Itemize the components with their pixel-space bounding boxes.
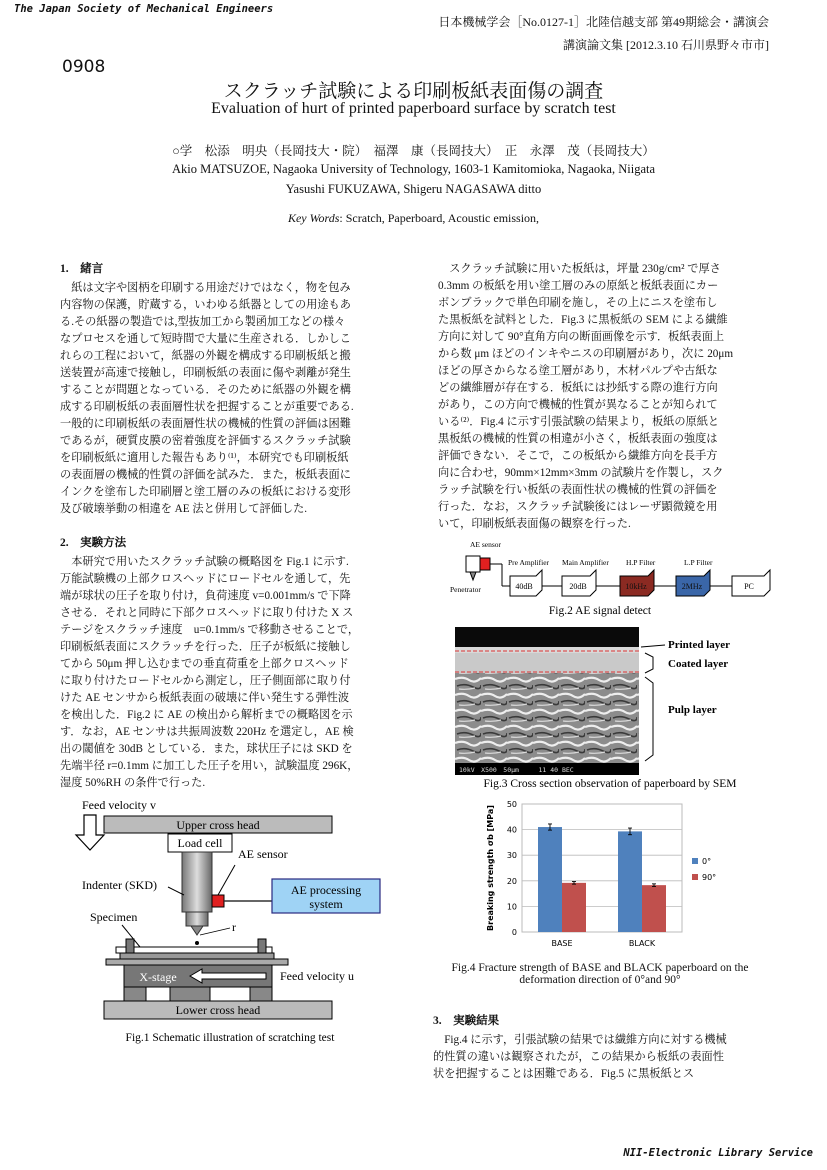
legend-label: 0° xyxy=(702,857,712,866)
upper-cross-head-label: Upper cross head xyxy=(176,818,260,832)
authors-en-1: Akio MATSUZOE, Nagaoka University of Technology, 1603-1 Kamitomioka, Nagaoka, Niigata xyxy=(171,162,656,176)
fig2-block-pc xyxy=(732,570,770,596)
fixture-top xyxy=(120,953,274,959)
fig3-sem-figure xyxy=(455,627,785,791)
section-1 xyxy=(60,261,398,518)
fig2-block-preamp xyxy=(508,558,550,596)
section-1-heading: 1. 緒言 xyxy=(60,263,104,275)
section-1-line: 紙は文字や図柄を印刷する用途だけではなく，物を包み xyxy=(71,282,351,294)
section-1-line: 成する印刷板紙の表面層性状を把握することが重要である. xyxy=(60,401,354,413)
right-text-line: 行った．なお，スクラッチ試験後にはレーザ顕微鏡を用 xyxy=(438,501,718,513)
section-2-line: てから 50μm 押し込むまでの垂直荷重を上部クロスヘッド xyxy=(60,658,349,670)
section-1-line: る.その紙器の製造では,型抜加工から製函加工などの様々 xyxy=(60,316,346,328)
y-tick-label: 30 xyxy=(506,851,517,861)
right-text-line: 向に合わせ，90mm×12mm×3mm の試験片を作製し，スク xyxy=(438,467,724,479)
x-stage-label: X-stage xyxy=(139,970,177,984)
conference-line-2: 講演論文集 [2012.3.10 石川県野々市市] xyxy=(563,38,769,52)
load-cell-label: Load cell xyxy=(177,836,223,850)
ae-proc-label-2: system xyxy=(309,897,343,911)
feed-u-label: Feed velocity u xyxy=(280,969,354,983)
fig2-box-label-pc: PC xyxy=(744,582,754,591)
feed-down-arrow-icon xyxy=(76,815,104,850)
fig4-caption-line-1: Fig.4 Fracture strength of BASE and BLACK paperboard on the xyxy=(451,962,749,974)
section-3 xyxy=(433,1013,771,1083)
indenter-neck xyxy=(186,912,208,926)
section-1-line: 及び破壊挙動の相違を AE 法と併用して評価した. xyxy=(60,503,308,515)
section-3-line: 状を把握することは困難である．Fig.5 に黒板紙とス xyxy=(433,1068,695,1080)
printed-leader xyxy=(641,645,665,647)
section-2-line: けた AE センサから板紙表面の破壊に伴い発生する弾性波 xyxy=(60,692,350,704)
society-header: The Japan Society of Mechanical Engineers xyxy=(14,3,274,15)
section-1-line: 送装置が高速で接触し，印刷板紙の表面に傷や剥離が発生 xyxy=(60,367,351,379)
right-text-line: ラッチ試験を行い板紙の表面性状の機械的性質の評価を xyxy=(438,484,718,496)
fig2-label-mainamp: Main Amplifier xyxy=(562,558,609,567)
right-text-line: ほどの厚さからなる塗工層があり，木材パルプや古紙な xyxy=(438,365,718,377)
ae-sensor-leader xyxy=(218,865,235,895)
ae-sensor-box xyxy=(212,895,224,907)
right-text-line: どの繊維層が存在する．板紙には抄紙する際の進行方向 xyxy=(438,382,718,394)
y-tick-label: 20 xyxy=(506,876,517,886)
indenter-label: Indenter (SKD) xyxy=(82,878,157,892)
section-2-heading: 2. 実験方法 xyxy=(60,537,127,549)
section-1-line: 内容物の保護，貯蔵する，いわゆる紙器としての用途もあ xyxy=(60,299,351,311)
radius-leader xyxy=(200,928,230,935)
right-text-line: た黒板紙を試料とした．Fig.3 に黒板紙の SEM による繊維 xyxy=(438,314,728,326)
y-tick-label: 50 xyxy=(506,800,517,809)
right-text-line: スクラッチ試験に用いた板紙は，坪量 230g/cm² で厚さ xyxy=(449,263,721,275)
fig2-penetrator-tip xyxy=(470,572,476,580)
section-2-line: テージをスクラッチ速度 u=0.1mm/s で移動させることで， xyxy=(60,624,360,636)
clamp-left xyxy=(126,939,134,953)
right-text-line: 方向に対して 90°直角方向の断面画像を示す．板紙表面上 xyxy=(438,331,725,343)
section-2-line: す．なお，AE センサは共振周波数 220Hz を選定し，AE 検 xyxy=(60,726,354,738)
section-2-line: 出の閾値を 30dB としている．また，球状圧子には SKD を xyxy=(60,743,353,755)
stage-foot-right xyxy=(250,987,272,1001)
right-text-line: 評価できない．そこで，この板紙から繊維方向を長手方 xyxy=(438,450,718,462)
fig2-block-lp-filter xyxy=(676,558,713,596)
stage-foot-middle xyxy=(170,987,210,1001)
feed-v-label: Feed velocity v xyxy=(82,798,156,812)
fig2-penetrator-body xyxy=(466,556,480,572)
fig2-box-label-mainamp: 20dB xyxy=(569,582,587,591)
footer-service: NII-Electronic Library Service xyxy=(623,1147,813,1159)
bar-base-0 xyxy=(538,827,562,932)
section-2-line: 先端半径 r=0.1mm に加工した圧子を用い，試験温度 296K， xyxy=(60,760,359,772)
section-2-line: 印刷板紙表面にスクラッチを行った．圧子が板紙に接触し xyxy=(60,641,351,653)
section-1-line: することが問題となっている．そのために紙器の外観を構 xyxy=(60,384,351,396)
section-1-line: を印刷板紙に適用した報告もあり⁽¹⁾，本研究でも印刷板紙 xyxy=(60,452,349,464)
section-2-line: させる．それと同時に下部クロスヘッドに取り付けた X ス xyxy=(60,607,354,619)
fig2-label-lp: L.P Filter xyxy=(684,558,713,567)
indenter-body xyxy=(182,852,212,912)
section-2-line: に取り付けたロードセルから測定し，圧子側面部に取り付 xyxy=(60,675,351,687)
fig1-caption: Fig.1 Schematic illustration of scratching test xyxy=(125,1032,335,1044)
right-text-line: 0.3mm の板紙を用い塗工層のみの原紙と板紙表面にカー xyxy=(438,280,719,292)
section-1-line: であるが，硬質皮膜の密着強度を評価するスクラッチ試験 xyxy=(60,435,351,447)
keywords-label: Key Words xyxy=(287,211,340,225)
x-tick-label: BLACK xyxy=(628,939,656,948)
coated-layer-label: Coated layer xyxy=(668,658,729,670)
fig2-block-mainamp xyxy=(562,558,609,596)
section-2-line: 湿度 50%RH の条件で行った. xyxy=(60,777,206,789)
keywords-text: : Scratch, Paperboard, Acoustic emission, xyxy=(339,211,540,225)
authors-en-2: Yasushi FUKUZAWA, Shigeru NAGASAWA ditto xyxy=(285,182,542,196)
right-text-line: いる⁽²⁾．Fig.4 に示す引張試験の結果より，板紙の原紙と xyxy=(438,416,720,428)
pulp-layer-label: Pulp layer xyxy=(668,704,717,716)
section-1-line: 一般的に印刷板紙の表面層性状の機械的性質の評価は困難 xyxy=(60,418,351,430)
right-text-line: ボンブラックで単色印刷を施し，その上にニスを塗布し xyxy=(438,297,718,309)
fig2-label-preamp: Pre Amplifier xyxy=(508,558,550,567)
conference-line-1: 日本機械学会［No.0127-1］北陸信越支部 第49期総会・講演会 xyxy=(438,15,769,29)
legend-swatch xyxy=(692,874,698,880)
fig2-ae-diagram xyxy=(440,538,780,620)
section-3-line: Fig.4 に示す，引張試験の結果では繊維方向に対する機械 xyxy=(444,1034,727,1046)
sem-coated-band xyxy=(455,653,639,673)
section-2-line: 万能試験機の上部クロスヘッドにロードセルを通して，先 xyxy=(60,573,351,585)
legend-label: 90° xyxy=(702,873,717,882)
title-en: Evaluation of hurt of printed paperboard surface by scratch test xyxy=(211,100,616,117)
bar-black-1 xyxy=(642,885,666,932)
pulp-bracket xyxy=(645,677,653,761)
right-text-line: いて，印刷板紙表面傷の観察を行った. xyxy=(438,518,631,530)
legend-swatch xyxy=(692,858,698,864)
paper-number: 0908 xyxy=(62,57,106,77)
radius-label: r xyxy=(232,920,236,934)
fig4-caption-line-2: deformation direction of 0°and 90° xyxy=(519,974,681,986)
title-ja: スクラッチ試験による印刷板紙表面傷の調査 xyxy=(223,81,604,102)
section-2 xyxy=(60,535,398,792)
fig2-sensor xyxy=(480,558,490,570)
x-tick-label: BASE xyxy=(551,939,573,948)
bar-black-0 xyxy=(618,831,642,932)
sem-dark-top xyxy=(455,627,639,647)
y-tick-label: 40 xyxy=(506,825,517,835)
ae-proc-label-1: AE processing xyxy=(290,883,362,897)
right-text-line: 黒板紙の機械的性質の相違が小さく，板紙表面の強度は xyxy=(438,433,718,445)
keywords xyxy=(0,211,827,226)
fig2-label-hp: H.P Filter xyxy=(626,558,656,567)
right-text-line: から数 μm ほどのインキやニスの印刷層があり，次に 20μm xyxy=(438,348,734,360)
clamp-right xyxy=(258,939,266,953)
fig4-bar-chart xyxy=(480,798,760,958)
section-1-line: れらの工程において，紙器の外観を構成する印刷板紙と搬 xyxy=(60,350,351,362)
y-tick-label: 0 xyxy=(511,928,517,937)
printed-layer-label: Printed layer xyxy=(668,639,731,651)
stage-foot-left xyxy=(124,987,146,1001)
fig4-caption xyxy=(430,962,770,986)
fig2-caption: Fig.2 AE signal detect xyxy=(548,605,652,617)
sem-printed-band xyxy=(455,647,639,653)
section-2-line: 端が球状の圧子を取り付け，負荷速度 v=0.001mm/s で下降 xyxy=(60,590,351,602)
fig2-block-hp-filter xyxy=(620,558,656,596)
lower-cross-head-label: Lower cross head xyxy=(175,1003,261,1017)
authors-ja: ○学 松添 明央（長岡技大・院） 福澤 康（長岡技大） 正 永澤 茂（長岡技大） xyxy=(172,144,655,158)
fig2-box-label-lp: 2MHz xyxy=(681,582,703,591)
section-3-line: 的性質の違いは観察されたが，この結果から板紙の表面性 xyxy=(433,1051,724,1063)
y-tick-label: 10 xyxy=(506,902,517,912)
coated-bracket xyxy=(645,653,653,673)
specimen-label: Specimen xyxy=(90,910,138,924)
fig2-ae-sensor-label: AE sensor xyxy=(470,540,502,549)
right-column-text xyxy=(438,261,770,533)
sem-info-text: 10kV X500 50μm 11 40 BEC xyxy=(459,766,574,774)
sem-pulp-band xyxy=(455,673,639,763)
indenter-tip xyxy=(191,926,203,935)
section-2-line: 本研究で用いたスクラッチ試験の概略図を Fig.1 に示す. xyxy=(71,556,349,568)
contact-point xyxy=(195,941,199,945)
section-2-line: を検出した．Fig.2 に AE の検出から解析までの概略図を示 xyxy=(60,709,353,721)
section-1-line: の表面層の機械的性質の評価を試みた．また，板紙表面に xyxy=(60,469,351,481)
section-1-line: インクを塗布した印刷層と塗工層のみの板紙における変形 xyxy=(60,486,351,498)
section-1-line: なプロセスを通して短時間で大量に生産される．しかしこ xyxy=(60,333,351,345)
ae-sensor-label: AE sensor xyxy=(238,847,288,861)
fig2-box-label-hp: 10kHz xyxy=(625,582,647,591)
fig3-caption: Fig.3 Cross section observation of paperboard by SEM xyxy=(483,778,737,790)
fixture-base xyxy=(106,959,288,965)
specimen-plate xyxy=(116,947,272,953)
right-text-line: があり，この方向で機械的性質が異なることが知られて xyxy=(438,399,718,411)
section-3-heading: 3. 実験結果 xyxy=(433,1015,500,1027)
fig1-schematic xyxy=(60,795,400,1050)
fig2-penetrator-label: Penetrator xyxy=(450,585,481,594)
bar-base-1 xyxy=(562,883,586,932)
fig2-box-label-preamp: 40dB xyxy=(515,582,533,591)
chart-y-axis-label: Breaking strength σb [MPa] xyxy=(486,805,495,931)
